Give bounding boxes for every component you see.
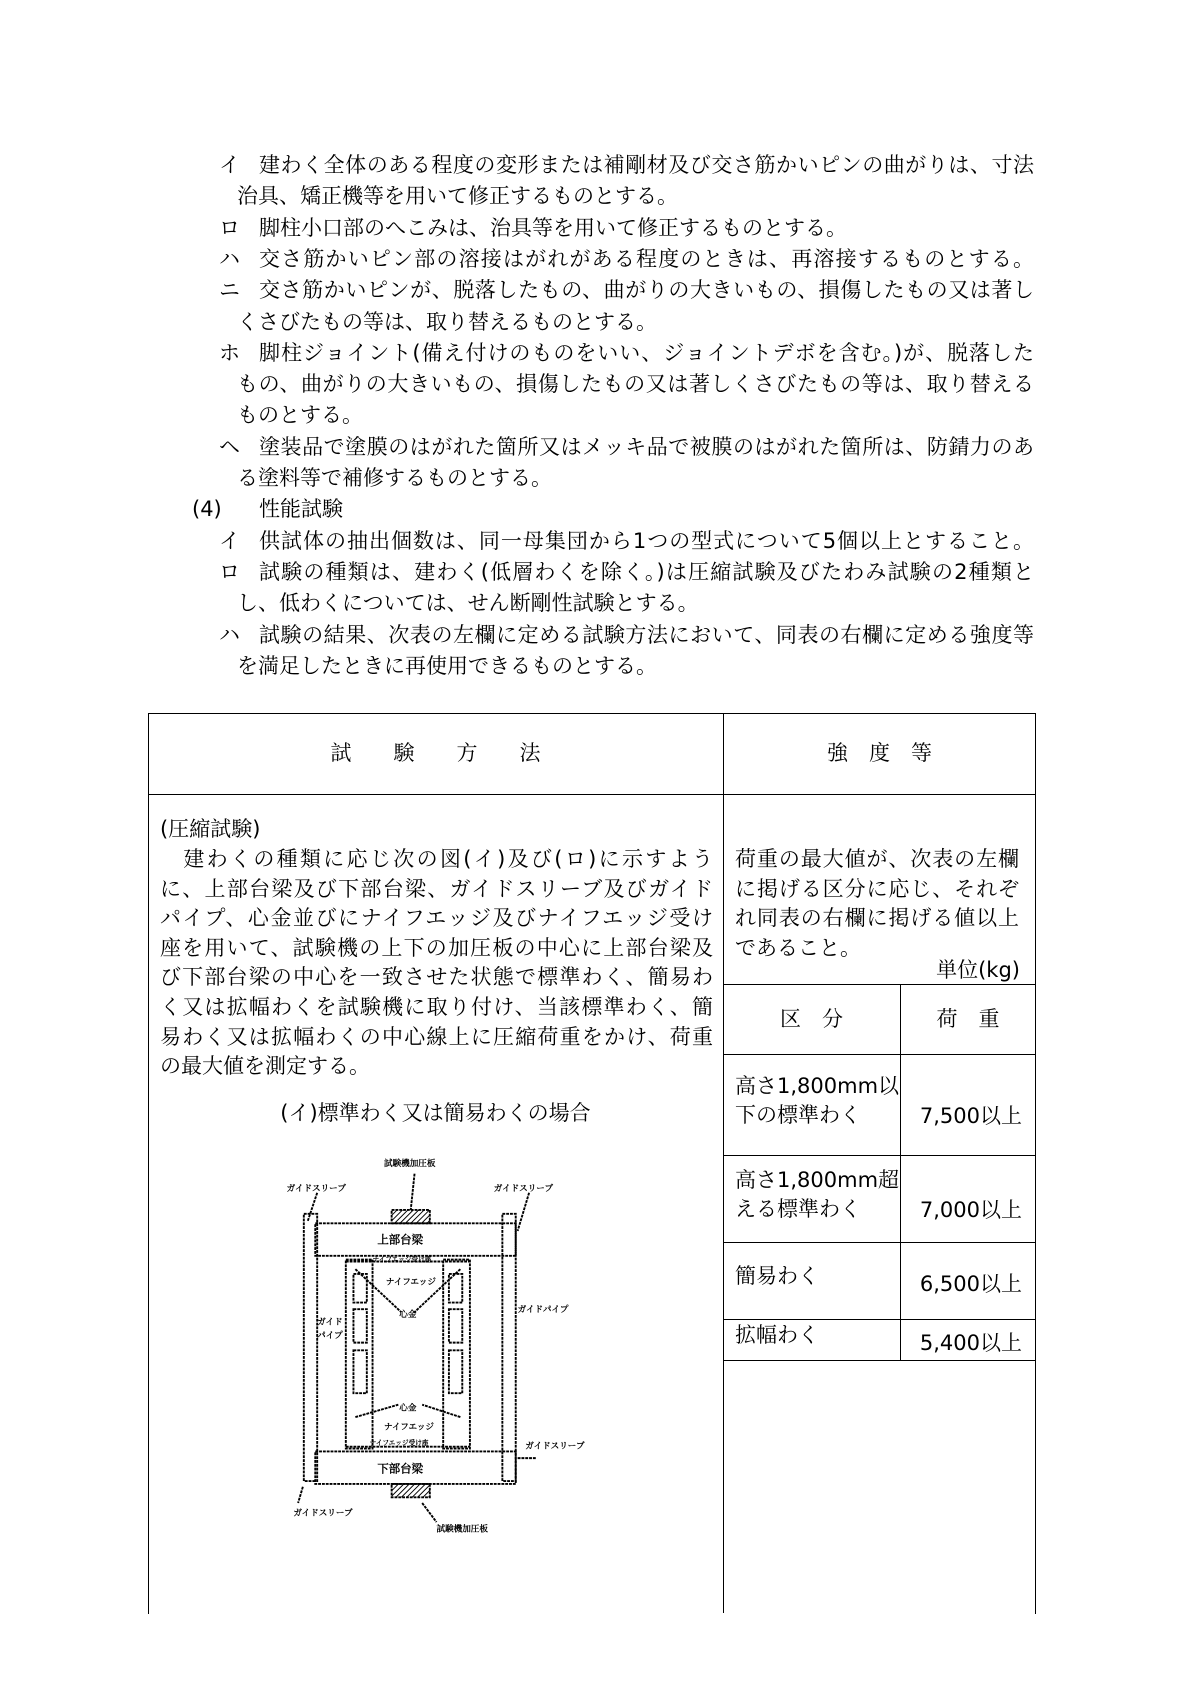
left-guide-pipe <box>304 1214 317 1481</box>
row-load: 7,000以上 <box>919 1197 1022 1222</box>
unit-label: 単位(kg) <box>936 958 1020 982</box>
section4.items-marker: イ <box>219 528 240 553</box>
label-core-bottom: 心金 <box>399 1403 417 1414</box>
header-test-method: 試 験 方 法 <box>330 741 541 765</box>
subtable-top <box>723 984 1036 985</box>
label-guide-pipe-right: ガイドパイプ <box>517 1305 569 1316</box>
row-category: 拡幅わく <box>735 1323 819 1347</box>
label-core-top: 心金 <box>399 1309 417 1320</box>
method-line: パイプ、心金並びにナイフエッジ及びナイフエッジ受け <box>160 906 713 931</box>
left-frame-post <box>346 1260 373 1449</box>
table-column-divider <box>723 713 724 1613</box>
label-top-plate: 試験機加圧板 <box>384 1159 436 1170</box>
subtable-column-divider <box>900 984 901 1360</box>
section3_items-line: 塗装品で塗膜のはがれた箇所又はメッキ品で被膜のはがれた箇所は、防錆力のあ <box>259 434 1034 459</box>
method-line: 座を用いて、試験機の上下の加圧板の中心に上部台梁及 <box>160 935 713 960</box>
compression-test-figure <box>279 1153 594 1538</box>
method-line: く又は拡幅わくを試験機に取り付け、当該標準わく、簡 <box>160 995 713 1019</box>
section4.items-line: 試験の結果、次表の左欄に定める試験方法において、同表の右欄に定める強度等 <box>259 622 1034 647</box>
section3_items-marker: ニ <box>219 278 240 303</box>
label-knife-edge-top: ナイフエッジ <box>385 1277 436 1288</box>
strength-line: に掲げる区分に応じ、それぞ <box>735 876 1019 901</box>
figure-caption: (イ)標準わく又は簡易わくの場合 <box>280 1101 591 1125</box>
section3_items-line: 脚柱小口部のへこみは、治具等を用いて修正するものとする。 <box>259 215 847 240</box>
section4.items-line: 供試体の抽出個数は、同一母集団から1つの型式について5個以上とすること。 <box>259 528 1034 553</box>
row-category: 高さ1,800mm超 <box>735 1167 900 1192</box>
section3_items-line: 建わく全体のある程度の変形または補剛材及び交さ筋かいピンの曲がりは、寸法 <box>259 153 1034 177</box>
subheader-load: 荷 重 <box>936 1007 1000 1031</box>
section3_items-line: 交さ筋かいピンが、脱落したもの、曲がりの大きいもの、損傷したもの又は著し <box>259 278 1034 303</box>
section3_items-line: 脚柱ジョイント(備え付けのものをいい、ジョイントデボを含む。)が、脱落した <box>259 340 1034 365</box>
label-lower-beam: 下部台梁 <box>377 1461 424 1476</box>
section3_items-marker: ホ <box>219 340 240 365</box>
section3_items-line: ものとする。 <box>237 403 363 428</box>
row-line <box>723 1155 1036 1156</box>
strength-line: であること。 <box>735 935 861 960</box>
section4.items-line: 試験の種類は、建わく(低層わくを除く。)は圧縮試験及びたわみ試験の2種類と <box>259 559 1034 584</box>
row-line <box>723 1242 1036 1243</box>
method-line: に、上部台梁及び下部台梁、ガイドスリーブ及びガイド <box>160 876 713 901</box>
section3_items-marker: ロ <box>219 215 240 240</box>
header-strength: 強 度 等 <box>827 741 932 765</box>
strength-line: れ同表の右欄に掲げる値以上 <box>735 906 1019 931</box>
section4.items-marker: ハ <box>219 622 240 647</box>
method-line: 建わくの種類に応じ次の図(イ)及び(ロ)に示すよう <box>160 847 713 871</box>
row-load: 5,400以上 <box>919 1330 1022 1355</box>
top-plate-shape <box>392 1210 430 1223</box>
section3_items-line: 交さ筋かいピン部の溶接はがれがある程度のときは、再溶接するものとする。 <box>259 246 1034 271</box>
row-category: 下の標準わく <box>735 1102 861 1127</box>
method-line: の最大値を測定する。 <box>160 1054 370 1079</box>
bottom-plate-shape <box>392 1484 430 1497</box>
section3_items-marker: イ <box>219 153 240 177</box>
row-category: 簡易わく <box>735 1264 819 1288</box>
row-load: 6,500以上 <box>919 1271 1022 1296</box>
label-knife-seat-top: ナイフエッジ受け座 <box>372 1255 432 1264</box>
test-name: (圧縮試験) <box>160 817 261 841</box>
label-upper-beam: 上部台梁 <box>377 1232 424 1247</box>
row-category: える標準わく <box>735 1196 861 1221</box>
section4.items-line: し、低わくについては、せん断剛性試験とする。 <box>237 591 699 616</box>
section3_items-line: る塗料等で補修するものとする。 <box>237 466 552 490</box>
right-guide-pipe <box>502 1214 515 1481</box>
section3_items-marker: ヘ <box>219 434 240 459</box>
section4.items-marker: ロ <box>219 559 240 584</box>
label-guide-pipe-left-2: パイプ <box>317 1330 343 1341</box>
section4-title: 性能試験 <box>259 497 343 522</box>
label-knife-edge-bottom: ナイフエッジ <box>384 1422 435 1433</box>
section3_items-marker: ハ <box>219 246 240 271</box>
section3_items-line: もの、曲がりの大きいもの、損傷したもの又は著しくさびたもの等は、取り替える <box>237 372 1034 397</box>
section4.items-line: を満足したときに再使用できるものとする。 <box>237 653 657 678</box>
method-line: び下部台梁の中心を一致させた状態で標準わく、簡易わ <box>160 965 713 990</box>
label-bottom-plate: 試験機加圧板 <box>436 1524 488 1535</box>
right-frame-post <box>443 1260 470 1449</box>
method-line: 易わく又は拡幅わくの中心線上に圧縮荷重をかけ、荷重 <box>160 1024 713 1049</box>
section3_items-line: 治具、矯正機等を用いて修正するものとする。 <box>237 184 678 209</box>
subheader-category: 区 分 <box>780 1007 843 1031</box>
label-guide-pipe-left-1: ガイド <box>317 1317 343 1328</box>
label-guide-sleeve-br: ガイドスリーブ <box>525 1441 585 1452</box>
row-load: 7,500以上 <box>919 1103 1022 1128</box>
table-header-divider <box>148 794 1036 795</box>
row-line <box>723 1360 1036 1361</box>
label-guide-sleeve-bl: ガイドスリーブ <box>293 1508 353 1519</box>
row-category: 高さ1,800mm以 <box>735 1073 900 1098</box>
label-guide-sleeve-tl: ガイドスリーブ <box>286 1183 346 1194</box>
section3_items-line: くさびたもの等は、取り替えるものとする。 <box>237 309 657 334</box>
label-knife-seat-bottom: ナイフエッジ受け座 <box>369 1438 429 1447</box>
section4-number: (4) <box>192 497 222 522</box>
subtable-header-line <box>723 1054 1036 1055</box>
row-line <box>723 1319 1036 1320</box>
strength-line: 荷重の最大値が、次表の左欄 <box>735 847 1019 871</box>
label-guide-sleeve-tr: ガイドスリーブ <box>493 1183 554 1194</box>
